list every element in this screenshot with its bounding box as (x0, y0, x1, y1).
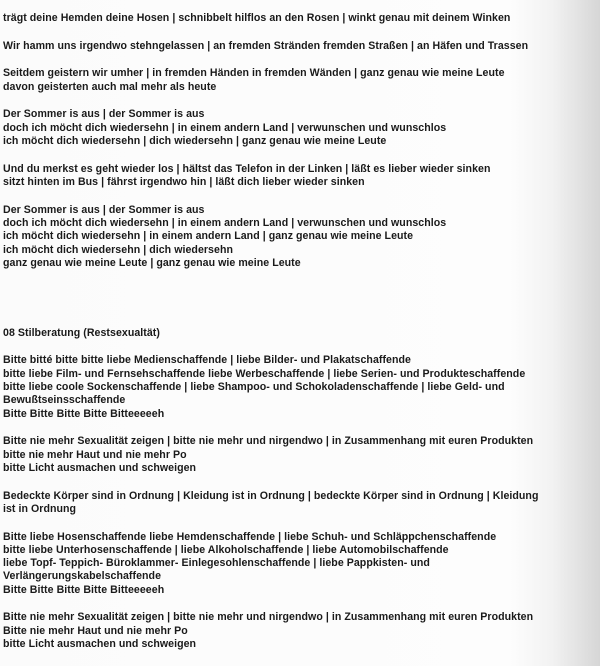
lyric-line: doch ich möcht dich wiedersehn | in einem andern Land | verwunschen und wunschlos (3, 216, 447, 229)
stanza (3, 490, 588, 517)
lyric-line: Der Sommer is aus | der Sommer is aus (3, 108, 205, 121)
lyric-line: Wir hamm uns irgendwo stehngelassen | an fremden Stränden fremden Straßen | an Häfen und Trassen (3, 39, 529, 52)
song-1-lyrics (3, 12, 588, 270)
lyric-line: sitzt hinten im Bus | fährst irgendwo hin | läßt dich lieber wieder sinken (3, 175, 365, 188)
lyric-line: Bedeckte Körper sind in Ordnung | Kleidung ist in Ordnung | bedeckte Körper sind in Ordnung | Kleidung (3, 489, 539, 502)
lyric-line: ganz genau wie meine Leute | ganz genau wie meine Leute (3, 256, 301, 269)
lyric-line: Bitte nie mehr Sexualität zeigen | bitte nie mehr und nirgendwo | in Zusammenhang mit euren Produkten (3, 611, 534, 624)
stanza (3, 204, 588, 270)
lyric-line: davon geisterten auch mal mehr als heute (3, 80, 217, 93)
lyric-line: Und du merkst es geht wieder los | hältst das Telefon in der Linken | läßt es lieber wieder sinken (3, 162, 491, 175)
lyric-line: ich möcht dich wiedersehn | dich wiedersehn | ganz genau wie meine Leute (3, 134, 387, 147)
lyric-line: trägt deine Hemden deine Hosen | schnibbelt hilflos an den Rosen | winkt genau mit deinem Winken (3, 12, 511, 24)
lyric-line: bitte Licht ausmachen und schweigen (3, 461, 197, 474)
lyric-line: bitte Licht ausmachen und schweigen (3, 638, 197, 650)
lyric-line: doch ich möcht dich wiedersehn | in einem andern Land | verwunschen und wunschlos (3, 121, 447, 134)
lyrics-page (3, 12, 588, 666)
lyric-line: Bewußtseinsschaffende (3, 394, 126, 407)
stanza (3, 531, 588, 597)
lyric-line: Der Sommer is aus | der Sommer is aus (3, 203, 205, 216)
section-spacer (3, 285, 588, 327)
lyric-line: ich möcht dich wiedersehn | in einem andern Land | ganz genau wie meine Leute (3, 230, 414, 243)
lyric-line: Bitte bitté bitte bitte liebe Medienschaffende | liebe Bilder- und Plakatschaffende (3, 354, 411, 367)
lyric-line: bitte nie mehr Haut und nie mehr Po (3, 448, 187, 461)
stanza (3, 611, 588, 651)
lyric-line: ist in Ordnung (3, 502, 77, 515)
stanza (3, 108, 588, 148)
stanza (3, 163, 588, 190)
lyric-line: liebe Topf- Teppich- Büroklammer- Einlegesohlenschaffende | liebe Pappkisten- und (3, 557, 430, 570)
lyric-line: Verlängerungskabelschaffende (3, 570, 162, 583)
lyric-line: Bitte Bitte Bitte Bitte Bitteeeeeh (3, 407, 165, 420)
song-title: 08 Stilberatung (Restsexualtät) (3, 326, 160, 339)
lyric-line: Bitte Bitte Bitte Bitte Bitteeeeeh (3, 583, 165, 596)
lyric-line: bitte liebe Film- und Fernsehschaffende liebe Werbeschaffende | liebe Serien- und Produkteschaffende (3, 367, 526, 380)
lyric-line: Bitte nie mehr Sexualität zeigen | bitte nie mehr und nirgendwo | in Zusammenhang mit euren Produkten (3, 435, 534, 448)
stanza (3, 354, 588, 420)
lyric-line: bitte liebe Unterhosenschaffende | liebe Alkoholschaffende | liebe Automobilschaffende (3, 543, 449, 556)
lyric-line: ich möcht dich wiedersehn | dich wiedersehn (3, 243, 233, 256)
lyric-line: Bitte liebe Hosenschaffende liebe Hemdenschaffende | liebe Schuh- und Schläppchenschaffende (3, 530, 497, 543)
stanza (3, 40, 588, 53)
lyric-line: Bitte nie mehr Haut und nie mehr Po (3, 624, 188, 637)
lyric-line: bitte liebe coole Sockenschaffende | liebe Shampoo- und Schokoladenschaffende | liebe Geld- und (3, 380, 505, 393)
stanza (3, 435, 588, 475)
lyric-line: Seitdem geistern wir umher | in fremden Händen in fremden Wänden | ganz genau wie meine Leute (3, 67, 505, 80)
stanza (3, 67, 588, 94)
song-2-lyrics (3, 327, 588, 652)
stanza (3, 12, 588, 25)
